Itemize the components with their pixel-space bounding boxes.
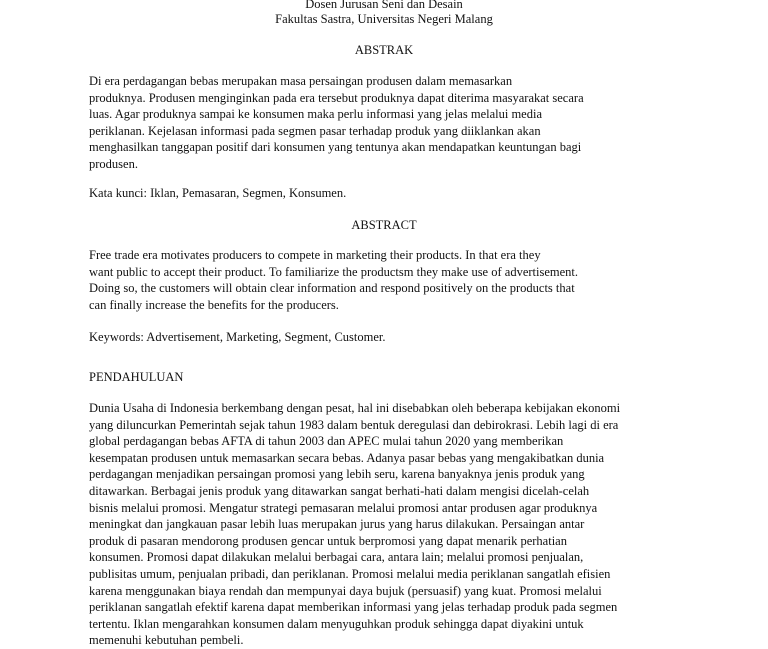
abstrak-line: periklanan. Kejelasan informasi pada segmen pasar terhadap produk yang diiklankan akan — [89, 123, 541, 138]
pendahuluan-heading: PENDAHULUAN — [89, 370, 184, 384]
abstrak-line: menghasilkan tanggapan positif dari konsumen yang tentunya akan mendapatkan keuntungan bagi — [89, 140, 582, 155]
pendahuluan-line: tertentu. Iklan mengarahkan konsumen dalam menyuguhkan produk sehingga dapat diyakini untuk — [89, 616, 584, 631]
author-affiliation: Dosen Jurusan Seni dan Desain — [305, 0, 463, 11]
pendahuluan-line: produk di pasaran mendorong produsen gencar untuk berpromosi yang dapat menarik perhatian — [89, 533, 567, 548]
pendahuluan-line: kesempatan produsen untuk memasarkan secara bebas. Adanya pasar bebas yang mengakibatkan dunia — [89, 450, 605, 465]
abstract-keywords: Keywords: Advertisement, Marketing, Segment, Customer. — [89, 330, 386, 344]
abstrak-body — [89, 73, 584, 173]
pendahuluan-line: konsumen. Promosi dapat dilakukan melalui berbagai cara, antara lain; melalui promosi penjualan, — [89, 550, 584, 565]
abstract-body — [89, 247, 578, 313]
pendahuluan-line: global perdagangan bebas AFTA di tahun 2003 dan APEC mulai tahun 2020 yang memberikan — [89, 434, 564, 449]
abstrak-heading: ABSTRAK — [354, 43, 414, 57]
abstract-line: Free trade era motivates producers to compete in marketing their products. In that era they — [89, 248, 541, 262]
pendahuluan-line: Dunia Usaha di Indonesia berkembang dengan pesat, hal ini disebabkan oleh beberapa kebijakan ekonomi — [89, 401, 621, 415]
pendahuluan-line: bisnis melalui promosi. Mengatur strategi pemasaran melalui promosi antar produsen agar produknya — [89, 500, 598, 515]
pendahuluan-line: memenuhi kebutuhan pembeli. — [89, 633, 244, 648]
pendahuluan-line: publisitas umum, penjualan pribadi, dan periklanan. Promosi melalui media periklanan sangatlah efisien — [89, 566, 611, 581]
pendahuluan-line: karena menggunakan biaya rendah dan mempunyai daya bujuk (persuasif) yang kuat. Promosi melalui — [89, 583, 602, 598]
abstrak-line: produknya. Produsen menginginkan pada era tersebut produknya dapat diterima masyarakat secara — [89, 90, 584, 105]
pendahuluan-line: periklanan sangatlah efektif karena dapat memberikan informasi yang jelas terhadap produk pada segmen — [89, 600, 618, 615]
abstrak-line: Di era perdagangan bebas merupakan masa persaingan produsen dalam memasarkan — [89, 74, 513, 88]
faculty-affiliation: Fakultas Sastra, Universitas Negeri Malang — [275, 12, 493, 26]
pendahuluan-line: meningkat dan jangkauan pasar lebih luas merupakan jurus yang harus dilakukan. Persaingan antar — [89, 517, 585, 532]
abstract-line: want public to accept their product. To familiarize the productsm they make use of advertisement. — [89, 264, 579, 279]
abstrak-line: luas. Agar produknya sampai ke konsumen maka perlu informasi yang jelas melalui media — [89, 107, 543, 122]
pendahuluan-line: yang diluncurkan Pemerintah sejak tahun 1983 dalam bentuk deregulasi dan debirokrasi. Lebih lagi di era — [89, 417, 619, 432]
abstrak-keywords: Kata kunci: Iklan, Pemasaran, Segmen, Konsumen. — [89, 186, 347, 200]
abstract-line: Doing so, the customers will obtain clear information and respond positively on the products that — [89, 281, 575, 296]
pendahuluan-body — [89, 400, 620, 649]
abstract-heading: ABSTRACT — [351, 218, 417, 232]
pendahuluan-line: ditawarkan. Berbagai jenis produk yang ditawarkan sangat berhati-hati dalam mengisi dicelah-celah — [89, 483, 590, 498]
abstract-line: can finally increase the benefits for the producers. — [89, 297, 339, 312]
abstrak-line: produsen. — [89, 156, 138, 171]
pendahuluan-line: perdagangan menjadikan persaingan promosi yang lebih seru, karena banyaknya jenis produk yang — [89, 467, 585, 482]
